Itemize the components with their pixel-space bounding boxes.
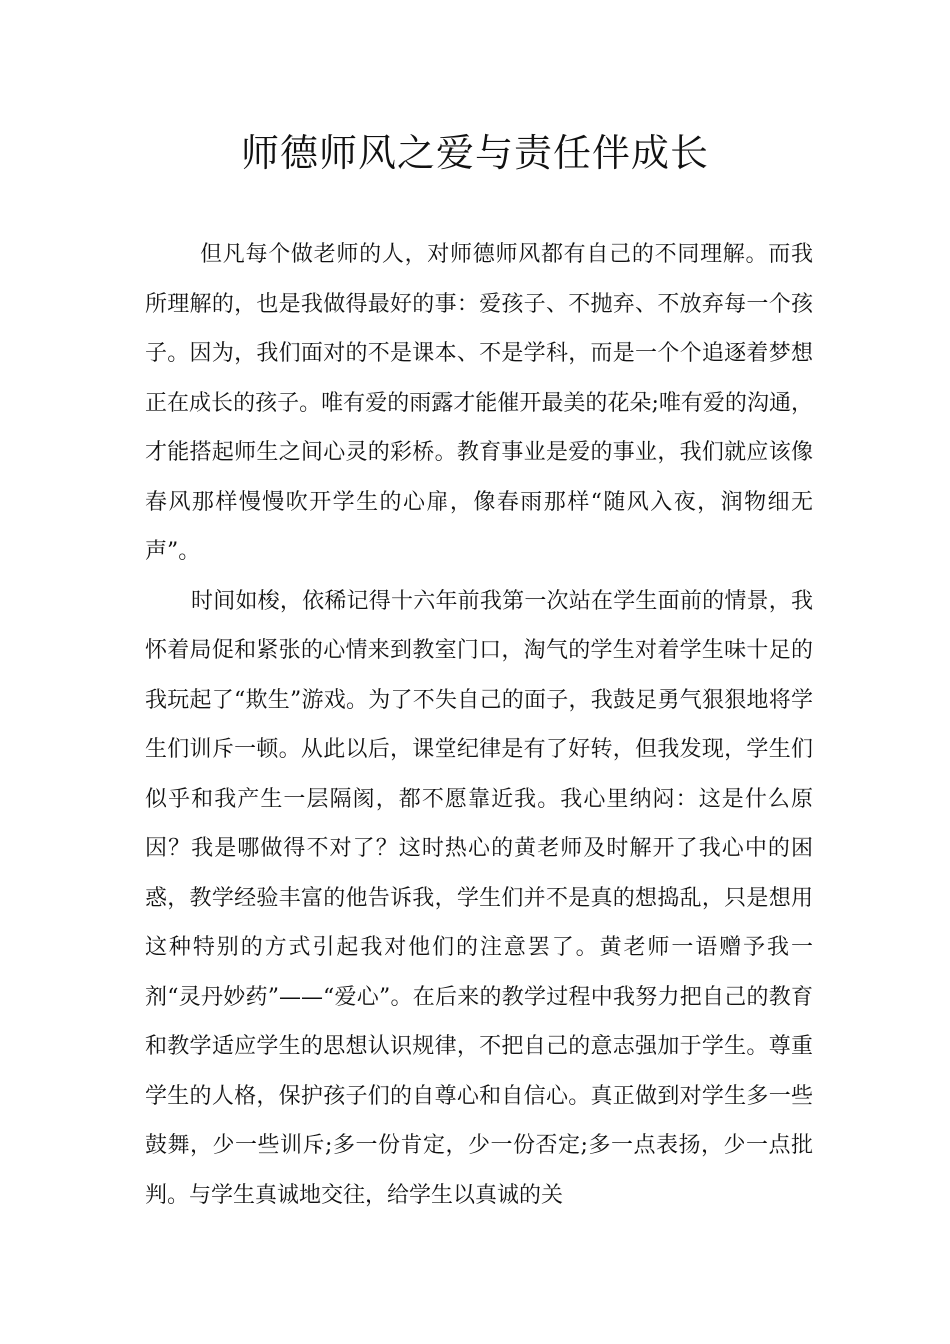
document-body [145, 230, 813, 1220]
paragraph-2: 时间如梭，依稀记得十六年前我第一次站在学生面前的情景，我怀着局促和紧张的心情来到教室门口，淘气的学生对着学生味十足的我玩起了“欺生”游戏。为了不失自己的面子，我鼓足勇气狠狠地将学生们训斥一顿。从此以后，课堂纪律是有了好转，但我发现，学生们似乎和我产生一层隔阂，都不愿靠近我。我心里纳闷：这是什么原因？我是哪做得不对了？这时热心的黄老师及时解开了我心中的困惑，教学经验丰富的他告诉我，学生们并不是真的想捣乱，只是想用这种特别的方式引起我对他们的注意罢了。黄老师一语赠予我一剂“灵丹妙药”——“爱心”。在后来的教学过程中我努力把自己的教育和教学适应学生的思想认识规律，不把自己的意志强加于学生。尊重学生的人格，保护孩子们的自尊心和自信心。真正做到对学生多一些鼓舞，少一些训斥;多一份肯定，少一份否定;多一点表扬，少一点批判。与学生真诚地交往，给学生以真诚的关 [145, 588, 813, 1208]
paragraph-1: 但凡每个做老师的人，对师德师风都有自己的不同理解。而我所理解的，也是我做得最好的事：爱孩子、不抛弃、不放弃每一个孩子。因为，我们面对的不是课本、不是学科，而是一个个追逐着梦想正在成长的孩子。唯有爱的雨露才能催开最美的花朵;唯有爱的沟通，才能搭起师生之间心灵的彩桥。教育事业是爱的事业，我们就应该像春风那样慢慢吹开学生的心扉，像春雨那样“随风入夜，润物细无声”。 [145, 242, 813, 564]
document-title: 师德师风之爱与责任伴成长 [240, 131, 709, 175]
